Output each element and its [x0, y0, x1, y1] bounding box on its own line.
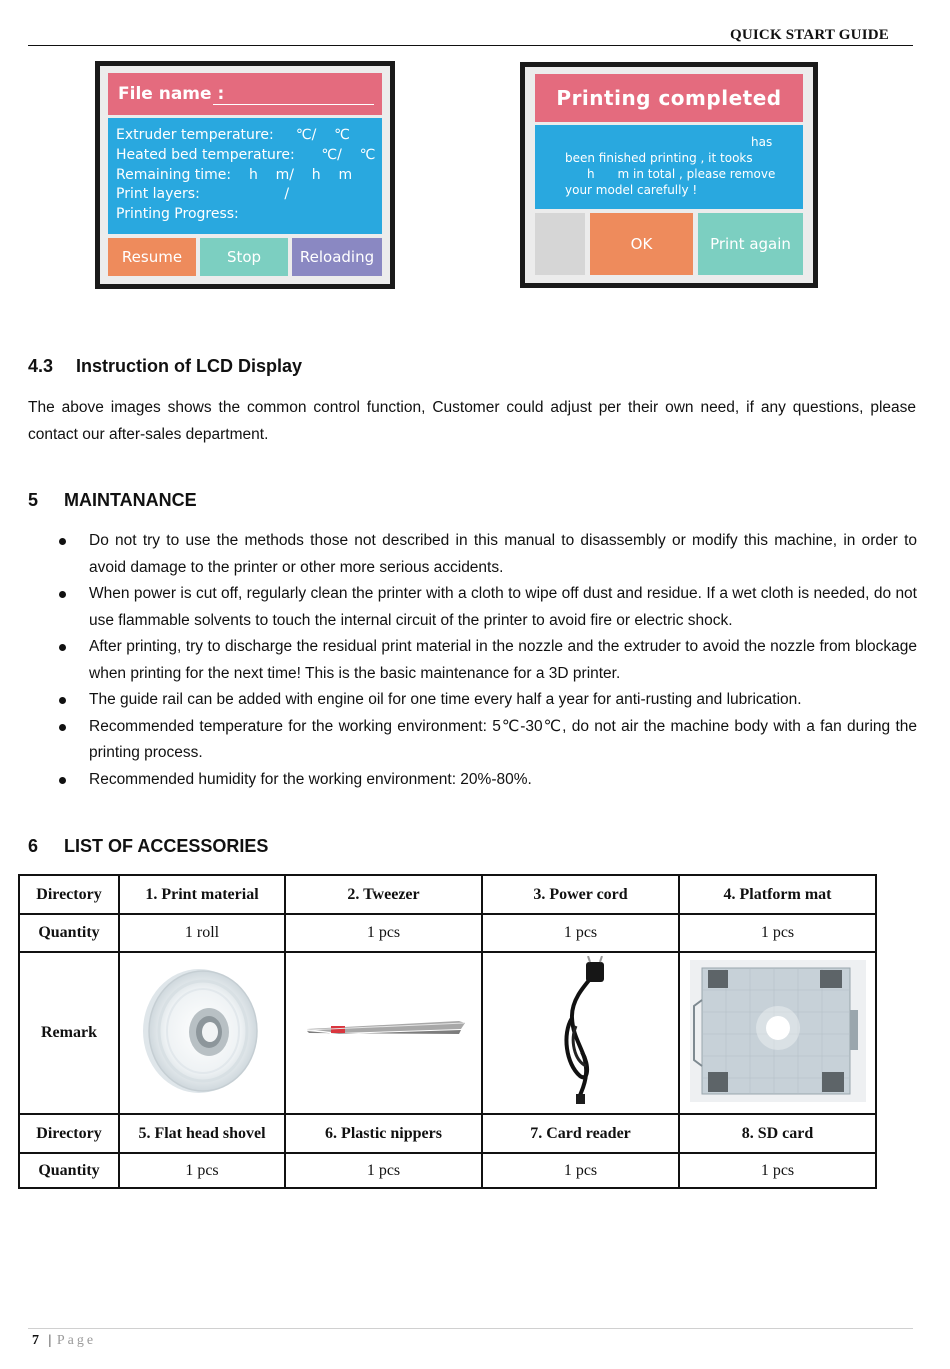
stop-button[interactable]: Stop — [200, 238, 288, 276]
accessories-table — [18, 874, 877, 1189]
bullet-icon — [59, 644, 66, 651]
message-line: has — [751, 135, 773, 149]
completion-message-panel — [535, 125, 803, 209]
bullet-icon — [59, 591, 66, 598]
print-again-button[interactable]: Print again — [698, 213, 803, 275]
table-cell — [119, 952, 285, 1114]
table-row — [19, 952, 876, 1114]
section-title: LIST OF ACCESSORIES — [64, 836, 269, 856]
list-item — [56, 634, 917, 687]
table-cell: 2. Tweezer — [285, 875, 482, 914]
power-cord-image — [536, 956, 626, 1106]
lcd-printing-panel — [100, 66, 390, 284]
footer-separator: | — [48, 1333, 52, 1348]
table-cell: 6. Plastic nippers — [285, 1114, 482, 1153]
list-item-text: When power is cut off, regularly clean the printer with a cloth to wipe off dust and residue. If a wet cloth is needed, do not use flammable solvents to touch the internal circuit of the printer to avoid fire or electric shock. — [89, 585, 917, 629]
section-number: 5 — [28, 490, 39, 510]
table-cell: 1 pcs — [482, 914, 679, 952]
section-number: 6 — [28, 836, 39, 856]
table-cell: 1 pcs — [679, 914, 876, 952]
printing-info-panel — [108, 118, 382, 234]
section-title: MAINTANANCE — [64, 490, 197, 510]
footer-rule — [28, 1328, 913, 1329]
table-row — [19, 875, 876, 914]
row-header-remark: Remark — [19, 952, 119, 1114]
table-cell: 1 pcs — [482, 1153, 679, 1188]
section-5-heading — [28, 490, 197, 511]
reloading-button[interactable]: Reloading — [292, 238, 382, 276]
blank-button — [535, 213, 585, 275]
bullet-icon — [59, 724, 66, 731]
table-cell: 1 pcs — [119, 1153, 285, 1188]
list-item — [56, 687, 917, 714]
table-row — [19, 1114, 876, 1153]
lcd-completed-panel — [525, 67, 813, 283]
row-header-directory: Directory — [19, 1114, 119, 1153]
message-line: your model carefully ! — [565, 183, 698, 197]
list-item-text: After printing, try to discharge the residual print material in the nozzle and the extruder to avoid the nozzle from blockage when printing for the next time! This is the basic maintenance for a 3D printer. — [89, 638, 917, 682]
section-6-heading — [28, 836, 268, 857]
list-item-text: Recommended temperature for the working environment: 5℃-30℃, do not air the machine body with a fan during the printing process. — [89, 717, 917, 761]
list-item-text: The guide rail can be added with engine oil for one time every half a year for anti-rusting and lubrication. — [89, 691, 802, 708]
list-item-text: Do not try to use the methods those not described in this manual to disassembly or modify this machine, in order to avoid damage to the printer or other more serious accidents. — [89, 532, 917, 576]
list-item — [56, 767, 917, 794]
lcd-printing-screen — [95, 61, 395, 289]
table-cell: 3. Power cord — [482, 875, 679, 914]
table-cell: 5. Flat head shovel — [119, 1114, 285, 1153]
printing-completed-title: Printing completed — [535, 74, 803, 122]
table-cell — [482, 952, 679, 1114]
filament-spool-image — [137, 966, 267, 1096]
bullet-icon — [59, 538, 66, 545]
row-header-quantity: Quantity — [19, 914, 119, 952]
page-number: 7 — [32, 1333, 39, 1348]
table-row — [19, 914, 876, 952]
file-name-underline — [213, 104, 374, 105]
resume-button[interactable]: Resume — [108, 238, 196, 276]
table-cell: 1. Print material — [119, 875, 285, 914]
section-title: Instruction of LCD Display — [76, 356, 303, 376]
table-cell: 8. SD card — [679, 1114, 876, 1153]
table-cell: 1 pcs — [679, 1153, 876, 1188]
print-layers-row: Print layers: / — [116, 186, 290, 202]
table-cell: 1 roll — [119, 914, 285, 952]
message-line: h m in total , please remove — [587, 167, 776, 181]
list-item-text: Recommended humidity for the working environment: 20%-80%. — [89, 770, 532, 788]
header-rule — [28, 45, 913, 46]
lcd-completed-screen — [520, 62, 818, 288]
printing-progress-row: Printing Progress: — [116, 206, 239, 222]
heated-bed-temperature-row: Heated bed temperature: ℃/ ℃ — [116, 147, 376, 163]
bullet-icon — [59, 777, 66, 784]
section-number: 4.3 — [28, 356, 54, 376]
remaining-time-row: Remaining time: h m/ h m — [116, 167, 353, 183]
section-4-3-heading — [28, 356, 302, 377]
message-line: been finished printing , it tooks — [565, 151, 753, 165]
table-cell: 7. Card reader — [482, 1114, 679, 1153]
bullet-icon — [59, 697, 66, 704]
maintenance-list — [56, 528, 917, 793]
table-cell — [285, 952, 482, 1114]
table-cell — [679, 952, 876, 1114]
extruder-temperature-row: Extruder temperature: ℃/ ℃ — [116, 127, 350, 143]
table-cell: 1 pcs — [285, 1153, 482, 1188]
tweezer-image — [299, 1011, 469, 1051]
file-name-bar — [108, 73, 382, 115]
list-item — [56, 528, 917, 581]
page-word: Page — [56, 1333, 97, 1348]
list-item — [56, 714, 917, 767]
page-footer — [32, 1333, 96, 1349]
list-item — [56, 581, 917, 634]
table-cell: 1 pcs — [285, 914, 482, 952]
row-header-quantity: Quantity — [19, 1153, 119, 1188]
file-name-label: File name : — [118, 84, 225, 104]
platform-mat-image — [690, 960, 866, 1102]
section-4-3-body: The above images shows the common control function, Customer could adjust per their own need, if any questions, please contact our after-sales department. — [28, 399, 916, 443]
table-row — [19, 1153, 876, 1188]
page-header-title: QUICK START GUIDE — [729, 27, 889, 43]
row-header-directory: Directory — [19, 875, 119, 914]
table-cell: 4. Platform mat — [679, 875, 876, 914]
ok-button[interactable]: OK — [590, 213, 693, 275]
